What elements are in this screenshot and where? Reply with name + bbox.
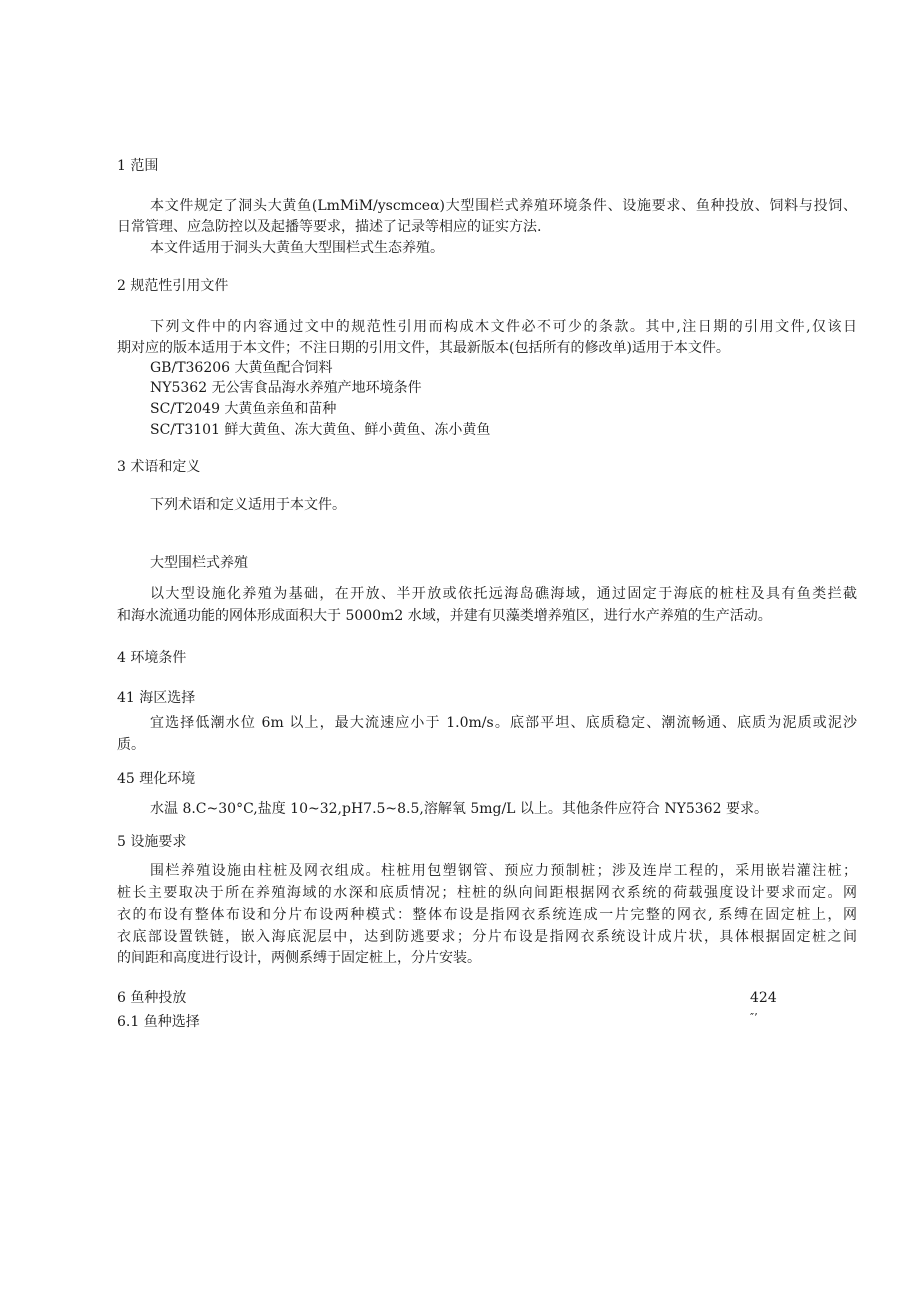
section-1-heading: 1 范围 xyxy=(117,158,159,174)
subsection-4-5-para: 水温 8.C~30°C,盐度 10~32,pH7.5~8.5,溶解氧 5mg/L 以上。其他条件应符合 NY5362 要求。 xyxy=(150,801,768,817)
subsection-4-1-heading: 41 海区选择 xyxy=(117,690,196,706)
section-1-para-1-line-1: 本文件规定了洞头大黄鱼(LmMiM/yscmceα)大型围栏式养殖环境条件、设施要求、鱼种投放、饲料与投饲、 xyxy=(150,198,857,214)
reference-item: SC/T3101 鲜大黄鱼、冻大黄鱼、鲜小黄鱼、冻小黄鱼 xyxy=(150,422,491,438)
section-5-line: 桩长主要取决于所在养殖海域的水深和底质情况；柱桩的纵向间距根据网衣系统的荷载强度设计要求而定。网 xyxy=(117,885,857,901)
section-5-line: 围栏养殖设施由柱桩及网衣组成。柱桩用包塑钢管、预应力预制桩；涉及连岸工程的，采用嵌岩灌注桩； xyxy=(150,863,857,879)
reference-item: NY5362 无公害食品海水养殖产地环境条件 xyxy=(150,380,422,396)
section-3-para: 下列术语和定义适用于本文件。 xyxy=(150,497,346,513)
subsection-4-5-heading: 45 理化环境 xyxy=(117,771,196,787)
section-1-para-1-line-2: 日常管理、应急防控以及起播等要求，描述了记录等相应的证实方法. xyxy=(117,219,542,235)
subsection-6-1-heading: 6.1 鱼种选择 xyxy=(117,1014,200,1030)
subsection-4-1-line-2: 质。 xyxy=(117,737,145,753)
reference-item: SC/T2049 大黄鱼亲鱼和苗种 xyxy=(150,401,337,417)
section-5-line: 衣底部设置铁链，嵌入海底泥层中，达到防逃要求；分片布设是指网衣系统设计成片状，具体根据固定桩之间 xyxy=(117,929,857,945)
section-5-heading: 5 设施要求 xyxy=(117,834,187,850)
subsection-4-1-line-1: 宜选择低潮水位 6m 以上，最大流速应小于 1.0m/s。底部平坦、底质稳定、潮流畅通、底质为泥质或泥沙 xyxy=(150,715,857,731)
section-6-heading: 6 鱼种投放 xyxy=(117,990,187,1006)
reference-item: GB/T36206 大黄鱼配合饲料 xyxy=(150,360,333,376)
section-5-line: 的间距和高度进行设计，两侧系缚于固定桩上，分片安装。 xyxy=(117,950,481,966)
section-2-heading: 2 规范性引用文件 xyxy=(117,278,229,294)
section-1-para-2: 本文件适用于洞头大黄鱼大型围栏式生态养殖。 xyxy=(150,240,444,256)
section-4-heading: 4 环境条件 xyxy=(117,650,187,666)
page-number: 424 xyxy=(750,990,777,1006)
section-2-para-line-2: 期对应的版本适用于本文件；不注日期的引用文件，其最新版本(包括所有的修改单)适用于本文件。 xyxy=(117,340,730,356)
term-definition-line-1: 以大型设施化养殖为基础，在开放、半开放或依托远海岛礁海域，通过固定于海底的桩柱及具有鱼类拦截 xyxy=(150,586,857,602)
stray-mark: ″’ xyxy=(750,1011,758,1024)
section-3-heading: 3 术语和定义 xyxy=(117,459,201,475)
term-definition-line-2: 和海水流通功能的网体形成面积大于 5000m2 水域，并建有贝藻类增养殖区，进行水产养殖的生产活动。 xyxy=(117,608,772,624)
section-2-para-line-1: 下列文件中的内容通过文中的规范性引用而构成木文件必不可少的条款。其中,注日期的引用文件,仅该日 xyxy=(150,319,857,335)
term-title: 大型围栏式养殖 xyxy=(150,555,248,571)
section-5-line: 衣的布设有整体布设和分片布设两种模式：整体布设是指网衣系统连成一片完整的网衣, 系缚在固定桩上，网 xyxy=(117,907,857,923)
